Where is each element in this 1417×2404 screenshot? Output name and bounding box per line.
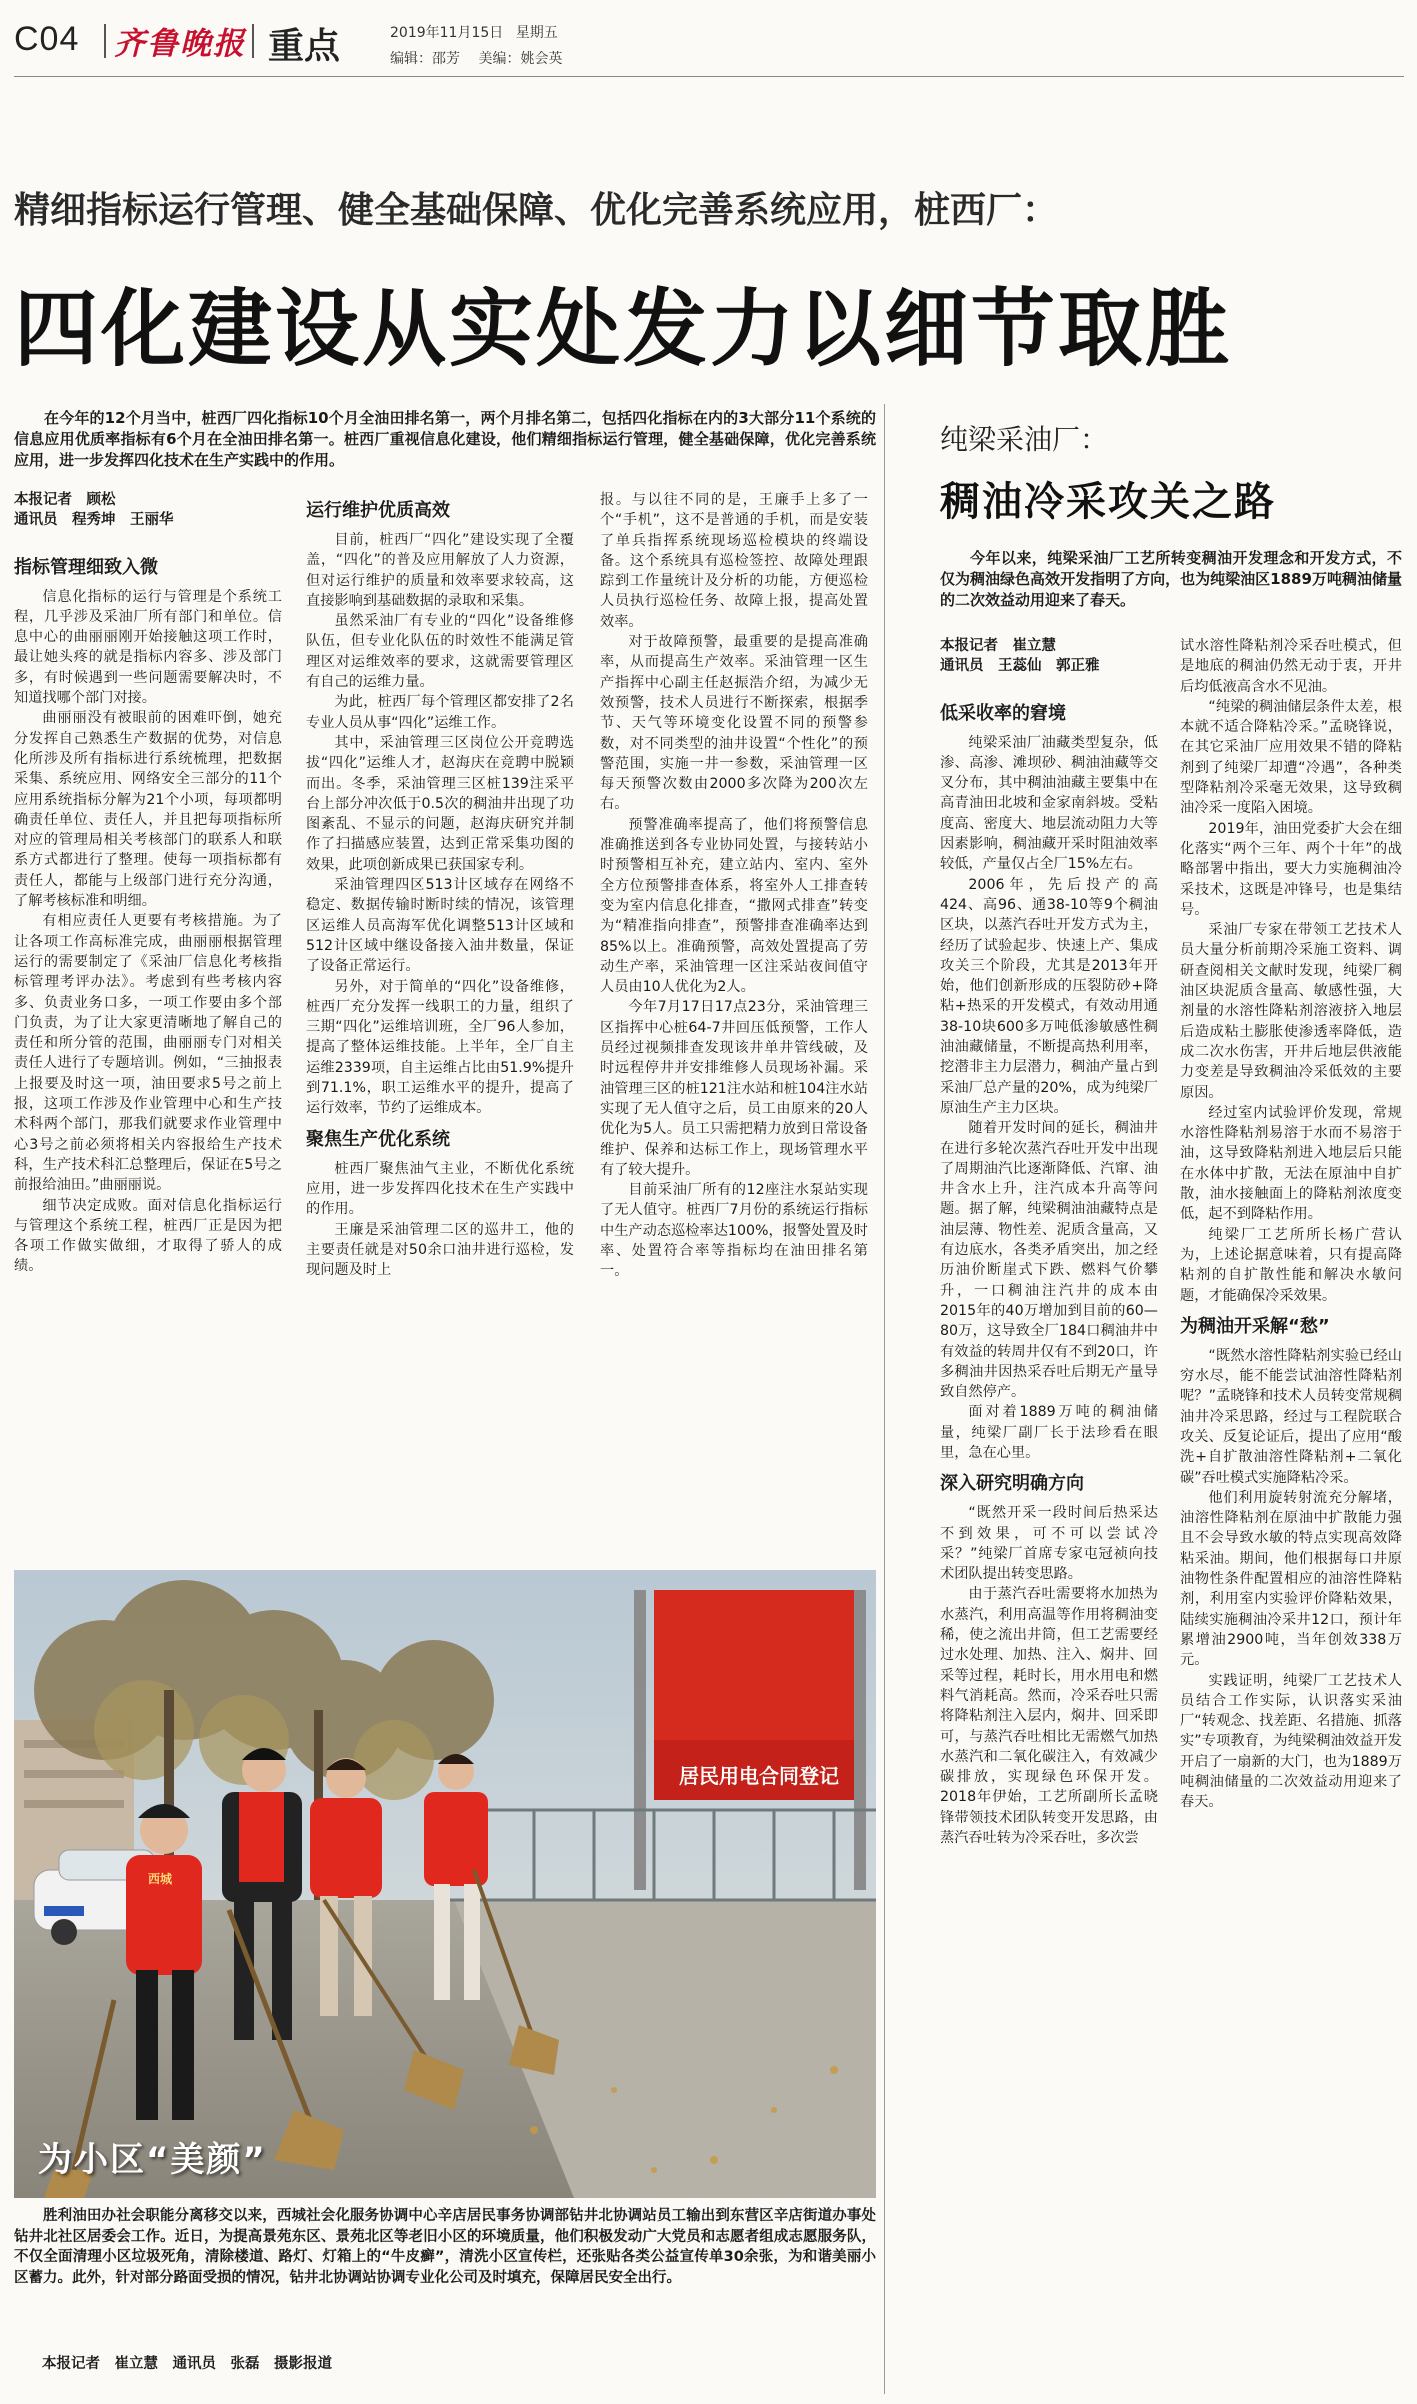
main-kicker: 精细指标运行管理、健全基础保障、优化完善系统应用，桩西厂： [14, 190, 1059, 231]
main-column-3 [600, 490, 868, 1282]
subhead-2: 运行维护优质高效 [306, 500, 450, 521]
paragraph: 实践证明，纯梁厂工艺技术人员结合工作实际，认识落实采油厂“转观念、找差距、名措施、抓落实”专项教育，为纯梁稠油效益开发开启了一扇新的大门，也为1889万吨稠油储量的二次效益动用迎来了春天。 [1180, 1672, 1402, 1811]
designer: 美编：姚会英 [478, 51, 563, 67]
side-subhead-1: 低采收率的窘境 [940, 702, 1066, 724]
paragraph: 另外，对于简单的“四化”设备维修，桩西厂充分发挥一线职工的力量，组织了三期“四化”运维培训班，全厂96人参加，提高了整体运维技能。上半年，全厂自主运维2339项，自主运维占比由51.9%提升到71.1%，职工运维水平的提升，提高了运行效率，节约了运维成本。 [306, 978, 574, 1117]
paragraph: 2006年，先后投产的高424、高96、通38-10等9个稠油区块，以蒸汽吞吐开发方式为主，经历了试验起步、快速上产、集成攻关三个阶段，尤其是2013年开始，他们创新形成的压裂防砂+降粘+热采的开发模式，有效动用通38-10块600多万吨低渗敏感性稠油油藏储量，不断提高热利用率，挖潜非主力层潜力，稠油产量占到采油厂总产量的20%，成为纯梁厂原油生产主力区块。 [940, 876, 1158, 1116]
paragraph: 面对着1889万吨的稠油储量，纯梁厂副厂长于法珍看在眼里，急在心里。 [940, 1404, 1158, 1461]
editor-line [390, 48, 562, 68]
paragraph: 桩西厂聚焦油气主业，不断优化系统应用，进一步发挥四化技术在生产实践中的作用。 [306, 1160, 574, 1218]
page-number: C04 [14, 20, 80, 58]
paragraph: 采油管理四区513计区域存在网络不稳定、数据传输时断时续的情况，该管理区运维人员高海军优化调整513计区域和512计区域中继设备接入油井数量，保证了设备正常运行。 [306, 877, 574, 975]
paragraph: 王廉是采油管理二区的巡井工，他的主要责任就是对50余口油井进行巡检，发现问题及时上 [306, 1221, 574, 1279]
side-headline: 稠油冷采攻关之路 [940, 479, 1276, 525]
paragraph: 纯梁厂工艺所所长杨广营认为，上述论据意味着，只有提高降粘剂的自扩散性能和解决水敏问题，才能确保冷采效果。 [1180, 1226, 1402, 1304]
date: 2019年11月15日 [390, 25, 504, 41]
side-subhead-2: 深入研究明确方向 [940, 1473, 1084, 1495]
vest-label: 西城 [148, 1872, 173, 1886]
weekday: 星期五 [515, 25, 558, 41]
paragraph: 经过室内试验评价发现，常规水溶性降粘剂易溶于水而不易溶于油，这导致降粘剂进入地层后只能在水体中扩散，无法在原油中自扩散，油水接触面上的降粘剂浓度变低，起不到降粘作用。 [1180, 1104, 1402, 1223]
issue-date [390, 22, 558, 42]
photo-caption: 胜利油田办社会职能分离移交以来，西城社会化服务协调中心辛店居民事务协调部钻井北协调站员工输出到东营区辛店街道办事处钻井北社区居委会工作。近日，为提高景苑东区、景苑北区等老旧小区的环境质量，他们积极发动广大党员和志愿者组成志愿服务队，不仅全面清理小区垃圾死角，清除楼道、路灯、灯箱上的“牛皮癣”，清洗小区宣传栏，还张贴各类公益宣传单30余张，为和谐美丽小区蓄力。此外，针对部分路面受损的情况，钻井北协调站协调专业化公司及时填充，保障居民安全出行。 [14, 2208, 876, 2286]
photo-credit: 本报记者 崔立慧 通讯员 张磊 摄影报道 [42, 2356, 332, 2372]
byline-correspondent: 通讯员 程秀坤 王丽华 [14, 512, 174, 529]
side-column-1 [940, 636, 1158, 1848]
section-title: 重点 [268, 26, 341, 67]
paragraph: 试水溶性降粘剂冷采吞吐模式，但是地底的稠油仍然无动于衷，开井后均低液高含水不见油。 [1180, 638, 1402, 695]
paragraph: 其中，采油管理三区岗位公开竞聘选拔“四化”运维人才，赵海庆在竞聘中脱颖而出。冬季，采油管理三区桩139注采平台上部分冲次低于0.5次的稠油井出现了功图紊乱、不显示的问题，赵海庆研究并制作了扫描感应装置，达到正常采集功图的效果，此项创新成果已获国家专利。 [306, 734, 574, 873]
paragraph: 纯梁采油厂油藏类型复杂，低渗、高渗、滩坝砂、稠油油藏等交叉分布，其中稠油油藏主要集中在高青油田北坡和金家南斜坡。受粘度高、密度大、地层流动阻力大等因素影响，稠油藏开采时阻油效率较低，产量仅占全厂15%左右。 [940, 734, 1158, 873]
paragraph: 细节决定成败。面对信息化指标运行与管理这个系统工程，桩西厂正是因为把各项工作做实做细，才取得了骄人的成绩。 [14, 1197, 282, 1275]
paragraph: 虽然采油厂有专业的“四化”设备维修队伍，但专业化队伍的时效性不能满足管理区对运维效率的要求，这就需要管理区有自己的运维力量。 [306, 613, 574, 691]
paragraph: 对于故障预警，最重要的是提高准确率，从而提高生产效率。采油管理一区生产指挥中心副主任赵振浩介绍，为减少无效预警，技术人员进行不断探索，根据季节、天气等环境变化设置不同的预警参数，对不同类型的油井设置“个性化”的预警范围，实施一井一参数，采油管理一区每天预警次数由2000多次降为200次左右。 [600, 634, 868, 813]
side-byline-correspondent: 通讯员 王蕊仙 郭正雅 [940, 658, 1100, 675]
paragraph: “既然水溶性降粘剂实验已经山穷水尽，能不能尝试油溶性降粘剂呢？”孟晓锋和技术人员转变常规稠油井冷采思路，经过与工程院联合攻关、反复论证后，提出了应用“酸洗+自扩散油溶性降粘剂+二氧化碳”吞吐模式实施降粘冷采。 [1180, 1347, 1402, 1486]
side-column-2 [1180, 636, 1402, 1813]
paragraph: 有相应责任人更要有考核措施。为了让各项工作高标准完成，曲丽丽根据管理运行的需要制定了《采油厂信息化考核指标管理考评办法》。考虑到有些考核内容多、负责业务口多，一项工作要由多个部门负责，为了让大家更清晰地了解自己的责任和所分管的范围，曲丽丽专门对相关责任人进行了专题培训。例如，“三抽报表上报要及时这一项，油田要求5号之前上报，这项工作涉及作业管理中心和生产技术科两个部门，那我们就要求作业管理中心3号之前必须将相关内容报给生产技术科，生产技术科汇总整理后，保证在5号之前报给油田。”曲丽丽说。 [14, 913, 282, 1194]
subhead-3: 聚焦生产优化系统 [306, 1128, 450, 1150]
paragraph: 2019年，油田党委扩大会在细化落实“两个三年、两个十年”的战略部署中指出，要大力实施稠油冷采技术，这既是冲锋号，也是集结号。 [1180, 820, 1402, 918]
paragraph: “纯梁的稠油储层条件太差，根本就不适合降粘冷采。”孟晓锋说，在其它采油厂应用效果不错的降粘剂到了纯梁厂却遭“冷遇”，各种类型降粘剂冷采毫无效果，这导致稠油冷采一度陷入困境。 [1180, 698, 1402, 817]
news-photo [14, 1570, 876, 2198]
subhead-1: 指标管理细致入微 [14, 556, 158, 578]
paragraph: 预警准确率提高了，他们将预警信息准确推送到各专业协同处置，与接转站小时预警相互补充，建立站内、室内、室外全方位预警排查体系，将室外人工排查转变为室内信息化排查，“撒网式排查”转变为“精准指向排查”，预警排查准确率达到85%以上。准确预警，高效处置提高了劳动生产率，采油管理一区注采站夜间值守人员由10人优化为2人。 [600, 816, 868, 996]
paragraph: 信息化指标的运行与管理是个系统工程，几乎涉及采油厂所有部门和单位。信息中心的曲丽丽刚开始接触这项工作时，最让她头疼的就是指标内容多、涉及部门多，有时候遇到一些问题需要解决时，不知道找哪个部门对接。 [14, 588, 282, 707]
paragraph: 由于蒸汽吞吐需要将水加热为水蒸汽，利用高温等作用将稠油变稀，使之流出井筒，但工艺需要经过水处理、加热、注入、焖井、回采等过程，耗时长，用水用电和燃料气消耗高。然而，冷采吞吐只需将降粘剂注入层内，焖井、回采即可，与蒸汽吞吐相比无需燃气加热水蒸汽和二氧化碳注入，有效减少碳排放，实现绿色环保开发。2018年伊始，工艺所副所长孟晓锋带领技术团队转变开发思路，由蒸汽吞吐转为冷采吞吐，多次尝 [940, 1586, 1158, 1847]
paragraph: “既然开采一段时间后热采达不到效果，可不可以尝试冷采？”纯梁厂首席专家屯冠祯向技术团队提出转变思路。 [940, 1505, 1158, 1583]
paragraph: 目前采油厂所有的12座注水泵站实现了无人值守。桩西厂7月份的系统运行指标中生产动态巡检率达100%，报警处置及时率、处置符合率等指标均在油田排名第一。 [600, 1182, 868, 1280]
editor: 编辑：邵芳 [390, 51, 460, 67]
paragraph: 随着开发时间的延长，稠油井在进行多轮次蒸汽吞吐开发中出现了周期油汽比逐渐降低、汽窜、油井含水上升，注汽成本升高等问题。据了解，纯梁稠油油藏特点是油层薄、物性差、泥质含量高，又有边底水，各类矛盾突出，加之经历油价断崖式下跌、燃料气价攀升，一口稠油注汽井的成本由2015年的40万增加到目前的60—80万，这导致全厂184口稠油井中有效益的转周井仅有不到20口，许多稠油井因热采吞吐后期无产量导致自然停产。 [940, 1120, 1158, 1401]
paragraph: 今年7月17日17点23分，采油管理三区指挥中心桩64-7井回压低预警，工作人员经过视频排查发现该井单井管线破，及时远程停井并安排维修人员现场补漏。采油管理三区的桩121注水站和桩104注水站实现了无人值守之后，员工由原来的20人优化为5人。员工只需把精力放到日常设备维护、保养和达标工作上，现场管理水平有了较大提升。 [600, 999, 868, 1178]
paragraph: 目前，桩西厂“四化”建设实现了全覆盖，“四化”的普及应用解放了人力资源，但对运行维护的质量和效率要求较高，这直接影响到基础数据的录取和采集。 [306, 532, 574, 609]
paragraph: 他们利用旋转射流充分解堵，油溶性降粘剂在原油中扩散能力强且不会导致水敏的特点实现高效降粘采油。期间，他们根据每口井原油物性条件配置相应的油溶性降粘剂，利用室内实验评价降粘效果，陆续实施稠油冷采井12口，预计年累增油2900吨，当年创效338万元。 [1180, 1489, 1402, 1669]
main-headline: 四化建设从实处发力以细节取胜 [14, 280, 1233, 378]
main-lead: 在今年的12个月当中，桩西厂四化指标10个月全油田排名第一，两个月排名第二，包括四化指标在内的3大部分11个系统的信息应用优质率指标有6个月在全油田排名第一。桩西厂重视信息化建设，他们精细指标运行管理，健全基础保障，优化完善系统应用，进一步发挥四化技术在生产实践中的作用。 [14, 409, 876, 469]
byline-reporter: 本报记者 顾松 [14, 492, 116, 508]
paragraph: 曲丽丽没有被眼前的困难吓倒，她充分发挥自己熟悉生产数据的优势，对信息化所涉及所有指标进行系统梳理，把数据采集、系统应用、网络安全三部分的11个应用系统指标分解为21个小项，每项都明确责任单位、责任人，并且把每项指标所对应的管理局相关考核部门的联系人和联系方式都进行了整理。使每一项指标都有责任人，都能与上级部门进行充分沟通，了解考核标准和明细。 [14, 710, 282, 910]
side-byline-reporter: 本报记者 崔立慧 [940, 638, 1056, 654]
side-kicker: 纯梁采油厂： [940, 423, 1109, 456]
side-lead: 今年以来，纯梁采油厂工艺所转变稠油开发理念和开发方式，不仅为稠油绿色高效开发指明了方向，也为纯梁油区1889万吨稠油储量的二次效益动用迎来了春天。 [940, 549, 1402, 609]
main-column-1 [14, 490, 282, 1277]
banner-text-1: 居民用电合同登记 [679, 1764, 839, 1788]
paragraph: 报。与以往不同的是，王廉手上多了一个“手机”，这不是普通的手机，而是安装了单兵指挥系统现场巡检模块的终端设备。这个系统具有巡检签控、故障处理跟踪到工作量统计及分析的功能，方便巡检人员执行巡检任务、故障上报，提高处置效率。 [600, 492, 868, 630]
side-subhead-3: 为稠油开采解“愁” [1180, 1315, 1330, 1337]
paragraph: 为此，桩西厂每个管理区都安排了2名专业人员从事“四化”运维工作。 [306, 694, 574, 731]
photo-illustration [14, 1570, 876, 2198]
photo-overlay-caption: 为小区“美颜” [38, 2140, 267, 2180]
paper-logo: 齐鲁晚报 [114, 26, 246, 62]
main-column-2 [306, 490, 574, 1280]
paragraph: 采油厂专家在带领工艺技术人员大量分析前期冷采施工资料、调研查阅相关文献时发现，纯梁厂稠油区块泥质含量高、敏感性强，大剂量的水溶性降粘剂溶液挤入地层后造成粘土膨胀使渗透率降低，造成二次水伤害，开井后地层供液能力变差是导致稠油冷采低效的主要原因。 [1180, 922, 1402, 1101]
